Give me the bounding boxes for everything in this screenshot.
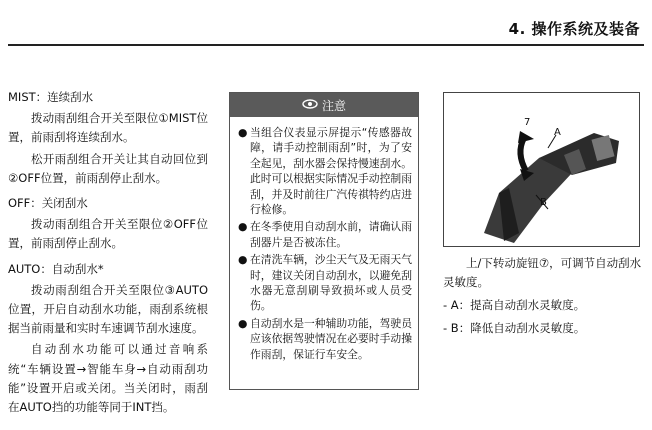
- wiper-stalk-illustration: [443, 92, 640, 247]
- caution-item: ● 当组合仪表显示屏提示“传感器故障，请手动控制雨刮”时，为了安全起见，刮水器会保持慢速刮水。此时可以根据实际情况手动控制雨刮，并及时前往广汽传祺特约店进行检修。: [238, 126, 412, 217]
- header-divider: [8, 44, 644, 46]
- sensitivity-item-a: - A：提高自动刮水灵敏度。: [443, 298, 586, 312]
- auto-paragraph-2: 自动刮水功能可以通过音响系统“车辆设置→智能车身→自动雨刮功能”设置开启或关闭。当关闭时，雨刮在AUTO挡的功能等同于INT挡。: [8, 342, 208, 415]
- right-column: [443, 254, 643, 338]
- mist-paragraph-1: 拨动雨刮组合开关至限位①MIST位置，前雨刮将连续刮水。: [8, 111, 208, 145]
- off-heading: OFF：关闭刮水: [8, 196, 88, 211]
- off-paragraph-1: 拨动雨刮组合开关至限位②OFF位置，前雨刮停止刮水。: [8, 217, 208, 251]
- auto-heading: AUTO：自动刮水*: [8, 261, 104, 276]
- sensitivity-description: 上/下转动旋钮⑦，可调节自动刮水灵敏度。: [443, 256, 642, 289]
- figure-label-7: 7: [524, 117, 531, 128]
- mist-paragraph-2: 松开雨刮组合开关让其自动回位到②OFF位置，前雨刮停止刮水。: [8, 151, 208, 185]
- caution-box: [229, 92, 419, 390]
- left-column: [8, 88, 208, 419]
- sensitivity-item-b: - B：降低自动刮水灵敏度。: [443, 321, 586, 335]
- caution-header: [230, 93, 418, 117]
- caution-item: ● 自动刮水是一种辅助功能，驾驶员应该依据驾驶情况在必要时手动操作雨刮，保证行车安全。: [238, 316, 412, 361]
- mist-heading: MIST：连续刮水: [8, 90, 94, 104]
- page-header-title: 4. 操作系统及装备: [508, 20, 640, 38]
- caution-item: ● 在清洗车辆，沙尘天气及无雨天气时，建议关闭自动刮水，以避免刮水器无意刮刷导致损坏或人员受伤。: [238, 253, 412, 313]
- figure-label-a: A: [554, 127, 561, 138]
- eye-icon: [302, 98, 318, 112]
- caution-item: ● 在冬季使用自动刮水前，请确认雨刮器片是否被冻住。: [238, 220, 412, 249]
- caution-list: [230, 125, 418, 362]
- auto-paragraph-1: 拨动雨刮组合开关至限位③AUTO位置，开启自动刮水功能，雨刮系统根据当前雨量和实时车速调节刮水速度。: [8, 282, 208, 336]
- figure-label-b: B: [540, 197, 547, 208]
- caution-title: 注意: [321, 98, 346, 113]
